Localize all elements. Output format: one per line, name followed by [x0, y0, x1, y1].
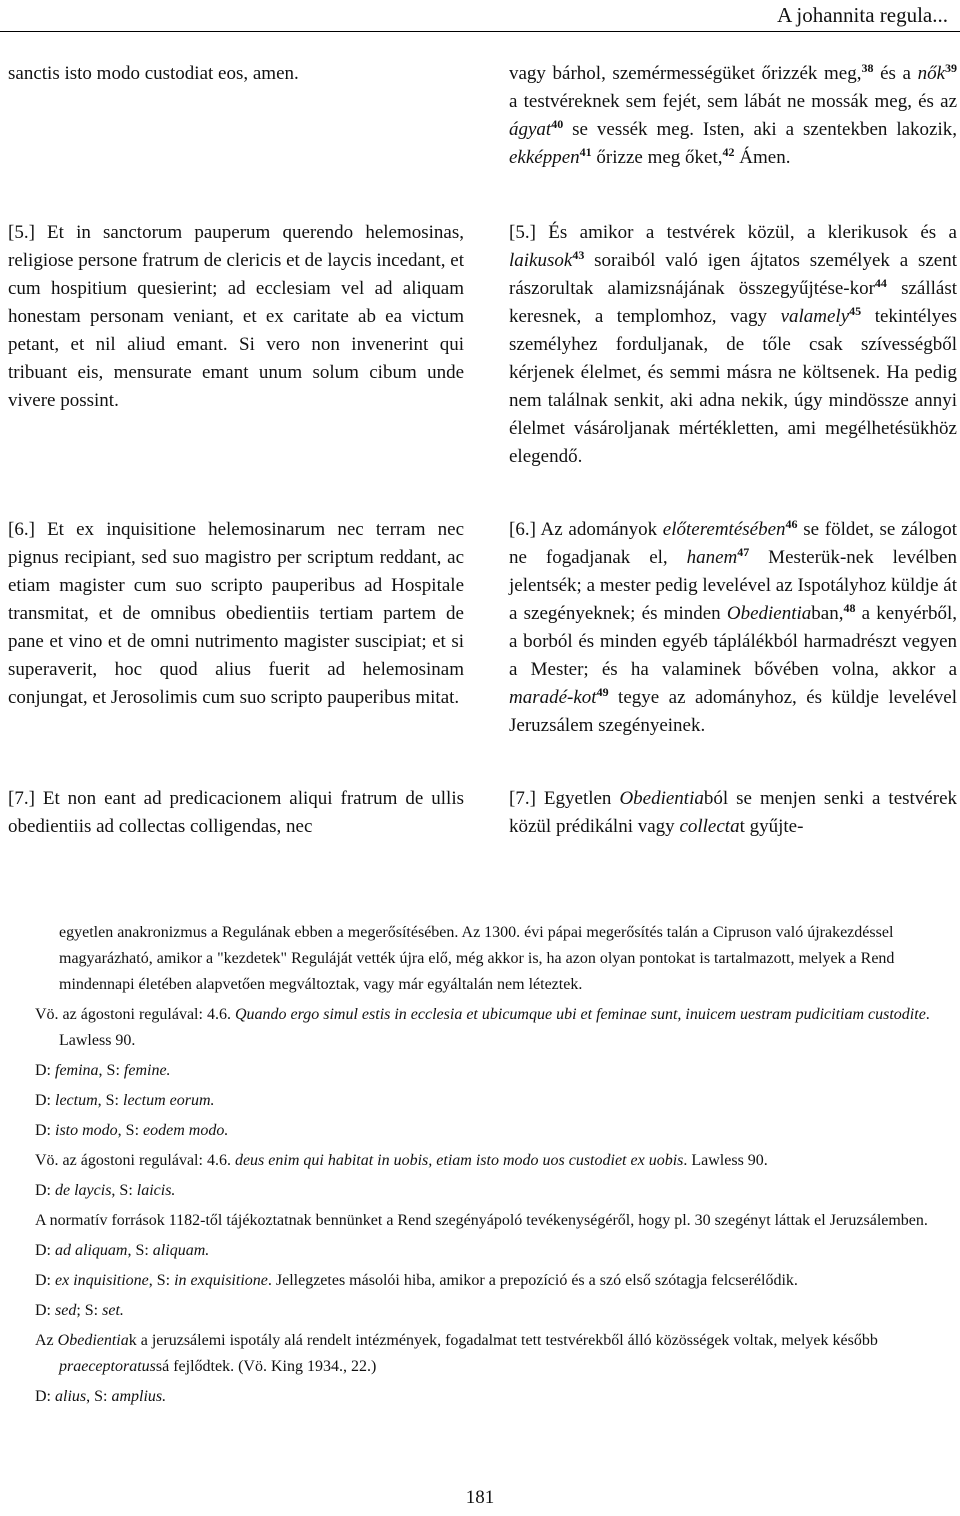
- footnote-47: D: sed; S: set.: [35, 1302, 124, 1319]
- footnote-ref[interactable]: 38: [861, 61, 874, 75]
- footnote-continuation: egyetlen anakronizmus a Regulának ebben a megerősítésében. Az 1300. évi pápai megerősítés talán a Cipruson való újrakezdéssel magyarázható, amikor a "kezdetek" Reguláját vették újra elő, még akkor is, ha azon olyan pontokat is tartalmazott, melyek a Rend mindennapi életében alapvetően megváltoztak, vagy már egyáltalán nem léteztek.: [59, 924, 895, 993]
- running-header: A johannita regula...: [777, 3, 948, 27]
- footnote-ref[interactable]: 39: [945, 61, 957, 75]
- footnote-ref[interactable]: 45: [849, 304, 862, 318]
- latin-paragraph-0: sanctis isto modo custodiat eos, amen.: [8, 63, 299, 84]
- footnote-ref[interactable]: 40: [551, 117, 564, 131]
- footnotes: [12, 920, 952, 1410]
- footnote-41: D: isto modo, S: eodem modo.: [35, 1122, 229, 1139]
- footnote-39: D: femina, S: femine.: [35, 1062, 171, 1079]
- footnote-ref[interactable]: 47: [737, 545, 750, 559]
- hungarian-paragraph-5: [5.] És amikor a testvérek közül, a klerikusok és a laikusok$^{43}$ soraiból való igen ájtatos személyek a szent rászorultak alamizsnájának összegyűjtése-kor$^{44}$ szállást keresnek, a templomhoz, vagy valamely$^{45}$ tekintélyes személyhez forduljanak, de tőle csak szívességből kérjenek élelmet, és semmi másra ne költsenek. Ha pedig nem találnak senkit, aki adna nekik, úgy mindössze annyi élelmet vásároljanak mértékletten, ami megélhetésükhöz elegendő.: [509, 222, 957, 467]
- latin-paragraph-7: [7.] Et non eant ad predicacionem aliqui fratrum de ullis obedientiis ad collectas colligendas, nec: [8, 788, 464, 837]
- footnote-45: D: ad aliquam, S: aliquam.: [35, 1242, 210, 1259]
- footnote-ref[interactable]: 44: [874, 276, 887, 290]
- footnote-ref[interactable]: 49: [596, 685, 609, 699]
- footnote-48: Az Obedientiak a jeruzsálemi ispotály alá rendelt intézmények, fogadalmat tett testvérekből álló közösségek voltak, melyek később praeceptoratussá fejlődtek. (Vö. King 1934., 22.): [35, 1332, 878, 1375]
- footnote-43: D: de laycis, S: laicis.: [35, 1182, 176, 1199]
- footnote-46: D: ex inquisitione, S: in exquisitione. Jellegzetes másolói hiba, amikor a prepozíció és a szó első szótagja felcserélődik.: [35, 1272, 798, 1289]
- latin-paragraph-5: [5.] Et in sanctorum pauperum querendo helemosinas, religiose persone fratrum de clericis et de laycis incedant, et cum hospitium quesierint; ad ecclesiam vel ad aliquam honestam personam veniant, et ex caritate ab ea victum petant, et nil aliud emant. Si vero non invenerint qui tribuant eis, mensurate emant unum solum cibum unde vivere possint.: [8, 222, 464, 411]
- footnote-44: A normatív források 1182-től tájékoztatnak bennünket a Rend szegényápoló tevékenységéről, hogy pl. 30 szegényt láttak el Jeruzsálemben.: [35, 1212, 928, 1229]
- latin-paragraph-6: [6.] Et ex inquisitione helemosinarum nec terram nec pignus recipiant, sed suo magistro per scriptum reddant, ac etiam magister cum suo scripto pauperibus ad Hospitale transmitat, et de omnibus obedientiis tertiam partem de pane et vino et de omni nutrimento magister suscipiat; et si superaverit, hoc quod alius fuerit ad helemosinam conjungat, et Jerosolimis cum suo scripto pauperibus mitat.: [8, 519, 464, 708]
- footnote-ref[interactable]: 41: [579, 145, 592, 159]
- header-rule: [0, 31, 960, 32]
- footnote-38: Vö. az ágostoni regulával: 4.6. Quando ergo simul estis in ecclesia et ubicumque ubi et feminae sunt, inuicem uestram pudicitiam custodite. Lawless 90.: [35, 1006, 930, 1049]
- footnote-42: Vö. az ágostoni regulával: 4.6. deus enim qui habitat in uobis, etiam isto modo uos custodiet ex uobis. Lawless 90.: [35, 1152, 768, 1169]
- footnote-ref[interactable]: 43: [572, 248, 585, 262]
- hungarian-paragraph-7: [7.] Egyetlen Obedientiaból se menjen senki a testvérek közül prédikálni vagy collectat gyűjte-: [509, 788, 957, 837]
- page-number: 181: [465, 1487, 495, 1508]
- footnote-ref[interactable]: 46: [785, 517, 798, 531]
- footnote-ref[interactable]: 42: [722, 145, 735, 159]
- footnote-ref[interactable]: 48: [843, 601, 856, 615]
- footnote-40: D: lectum, S: lectum eorum.: [35, 1092, 215, 1109]
- hungarian-paragraph-6: [6.] Az adományok előteremtésében$^{46}$ se földet, se zálogot ne fogadjanak el, hanem$^{47}$ Mesterük-nek levélben jelentsék; a mester pedig levelével az Ispotályhoz küldje át a szegényeknek; és minden Obedientiaban,$^{48}$ a kenyérből, a borból és minden egyéb táplálékból harmadrészt vegyen a Mester; és ha valaminek bővében volna, akkor a maradé-kot$^{49}$ tegye az adományhoz, és küldje levelével Jeruzsálem szegényeinek.: [509, 517, 957, 736]
- footnote-49: D: alius, S: amplius.: [35, 1388, 167, 1405]
- hungarian-paragraph-0: vagy bárhol, szemérmességüket őrizzék meg,$^{38}$ és a nők$^{39}$ a testvéreknek sem fejét, sem lábát ne mossák meg, és az ágyat$^{40}$ se vessék meg. Isten, aki a szentekben lakozik, ekképpen$^{41}$ őrizze meg őket,$^{42}$ Ámen.: [509, 61, 957, 168]
